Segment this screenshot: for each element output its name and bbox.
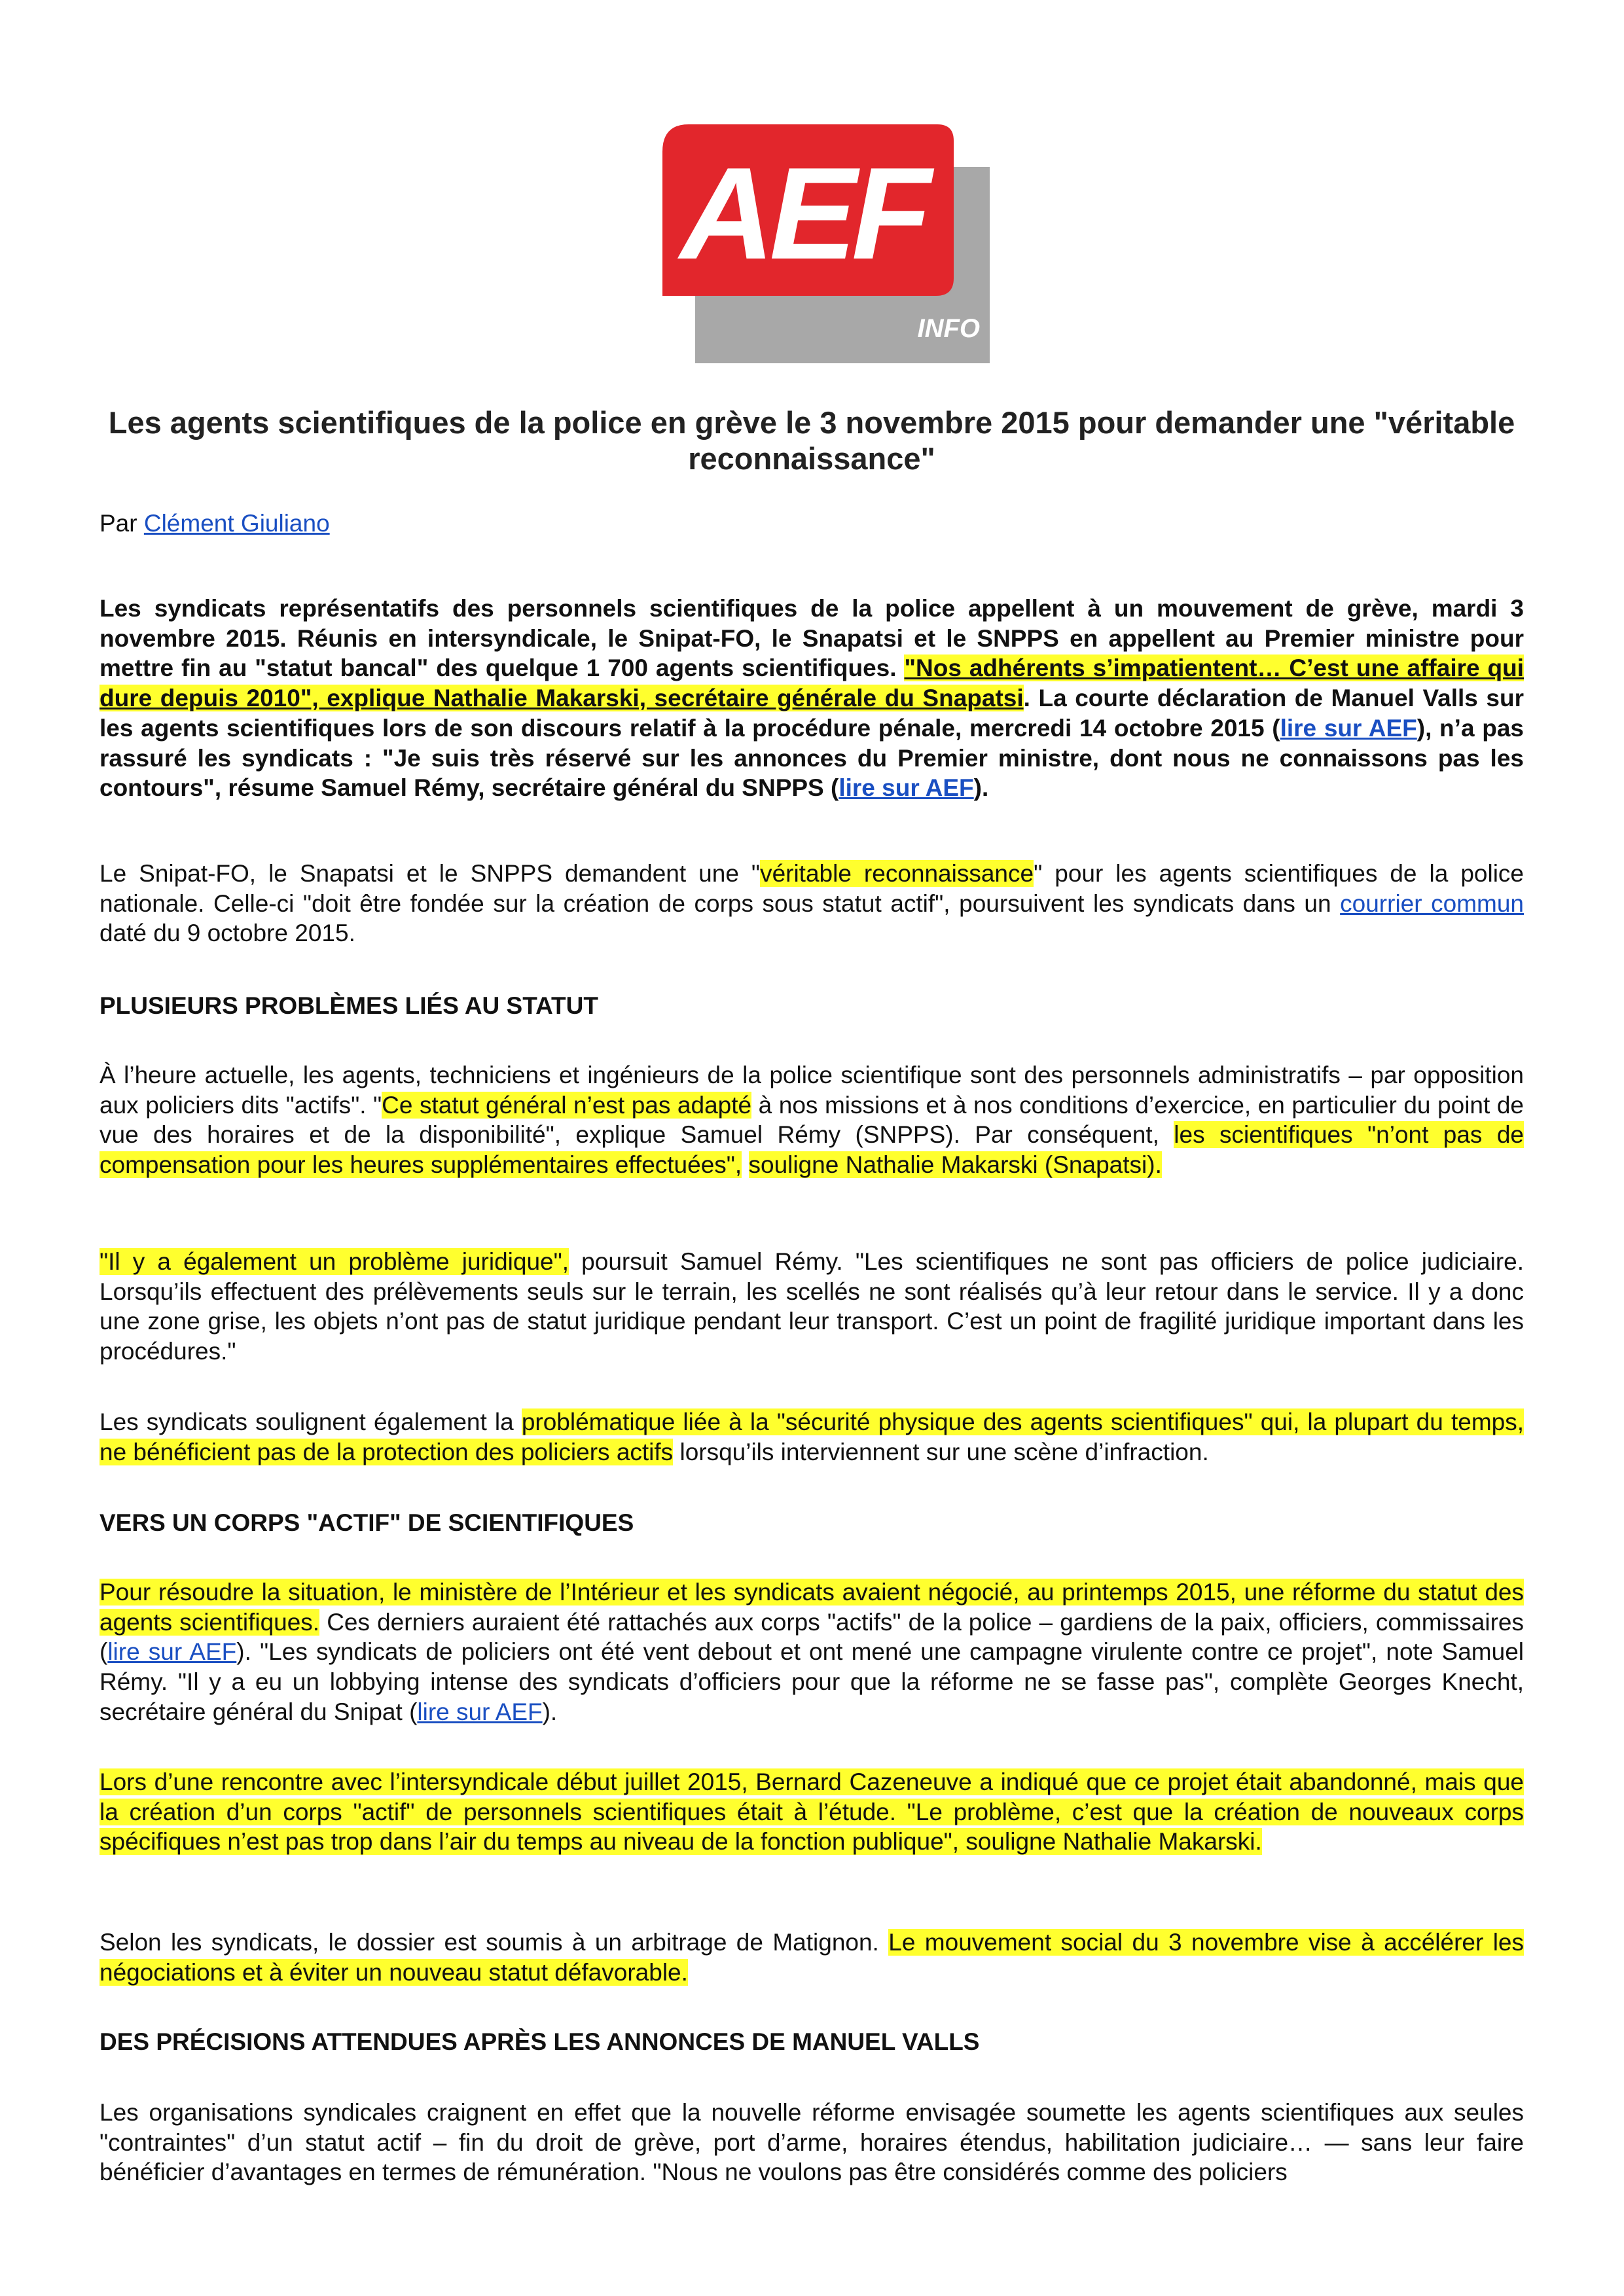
logo-wordmark: AEF [680,141,926,287]
author-link[interactable]: Clément Giuliano [143,510,330,537]
paragraph-3: "Il y a également un problème juridique", poursuit Samuel Rémy. "Les scientifiques ne sont pas officiers de police judiciaire. Lorsqu’ils effectuent des prélèvements seuls sur le terrain, les scellés ne sont réalisés qu’à leur retour dans le service. Il y a donc une zone grise, les objets n’ont pas de statut juridique pendant leur transport. C’est un point de fragilité juridique important dans les procédures." [99,1248,1525,1365]
lire-sur-aef-link-3[interactable]: lire sur AEF [107,1638,237,1666]
paragraph-1: Le Snipat-FO, le Snapatsi et le SNPPS demandent une "véritable reconnaissance" pour les agents scientifiques de la police nationale. Celle-ci "doit être fondée sur la création de corps sous statut actif", poursuivent les syndicats dans un courrier commun daté du 9 octobre 2015. [99,860,1524,947]
section-heading-1: PLUSIEURS PROBLÈMES LIÉS AU STATUT [99,992,598,1019]
paragraph-4: Les syndicats soulignent également la problématique liée à la "sécurité physique des agents scientifiques" qui, la plupart du temps, ne bénéficient pas de la protection des policiers actifs lorsqu’ils interviennent sur une scène d’infraction. [99,1408,1525,1465]
lire-sur-aef-link-2[interactable]: lire sur AEF [839,774,974,802]
lire-sur-aef-link[interactable]: lire sur AEF [1280,714,1417,742]
section-heading-2: VERS UN CORPS "ACTIF" DE SCIENTIFIQUES [99,1509,634,1536]
byline-prefix: Par [99,510,144,537]
lire-sur-aef-link-4[interactable]: lire sur AEF [417,1698,543,1725]
logo-info-label: INFO [917,314,980,343]
paragraph-7: Selon les syndicats, le dossier est soumis à un arbitrage de Matignon. Le mouvement social du 3 novembre vise à accélérer les négociations et à éviter un nouveau statut défavorable. [99,1929,1524,1986]
section-heading-3: DES PRÉCISIONS ATTENDUES APRÈS LES ANNONCES DE MANUEL VALLS [99,2028,980,2055]
aef-info-logo [662,124,990,363]
courrier-commun-link[interactable]: courrier commun [1340,889,1524,917]
article-title: Les agents scientifiques de la police en grève le 3 novembre 2015 pour demander une "véritable reconnaissance" [108,405,1515,476]
paragraph-6: Lors d’une rencontre avec l’intersyndicale début juillet 2015, Bernard Cazeneuve a indiqué que ce projet était abandonné, mais que la création d’un corps "actif" de personnels scientifiques était à l’étude. "Le problème, c’est que la création de nouveaux corps spécifiques n’est pas trop dans l’air du temps au niveau de la fonction publique", souligne Nathalie Makarski. [99,1768,1524,1856]
highlighted-quote: "Nos adhérents s’impatientent… C’est une affaire qui dure depuis 2010", explique Nathalie Makarski, secrétaire générale du Snapatsi [99,655,1524,712]
paragraph-8: Les organisations syndicales craignent en effet que la nouvelle réforme envisagée soumette les agents scientifiques aux seules "contraintes" d’un statut actif – fin du droit de grève, port d’arme, horaires étendus, habilitation judiciaire… — sans leur faire bénéficier d’avantages en termes de rémunération. "Nous ne voulons pas être considérés comme des policiers [99,2099,1524,2186]
byline [99,509,330,538]
paragraph-2: À l’heure actuelle, les agents, techniciens et ingénieurs de la police scientifique sont des personnels administratifs – par opposition aux policiers dits "actifs". "Ce statut général n’est pas adapté à nos missions et à nos conditions d’exercice, en particulier du point de vue des horaires et de la disponibilité", explique Samuel Rémy (SNPPS). Par conséquent, les scientifiques "n’ont pas de compensation pour les heures supplémentaires effectuées", souligne Nathalie Makarski (Snapatsi). [99,1062,1524,1179]
paragraph-5: Pour résoudre la situation, le ministère de l’Intérieur et les syndicats avaient négocié, au printemps 2015, une réforme du statut des agents scientifiques. Ces derniers auraient été rattachés aux corps "actifs" de la police – gardiens de la paix, officiers, commissaires (lire sur AEF). "Les syndicats de policiers ont été vent debout et ont mené une campagne virulente contre ce projet", note Samuel Rémy. "Il y a eu un lobbying intense des syndicats d’officiers pour que la réforme ne se fasse pas", complète Georges Knecht, secrétaire général du Snipat (lire sur AEF). [99,1579,1524,1725]
lead-paragraph: Les syndicats représentatifs des personnels scientifiques de la police appellent à un mouvement de grève, mardi 3 novembre 2015. Réunis en intersyndicale, le Snipat-FO, le Snapatsi et le SNPPS en appellent au Premier ministre pour mettre fin au "statut bancal" des quelque 1 700 agents scientifiques. "Nos adhérents s’impatientent… C’est une affaire qui dure depuis 2010", explique Nathalie Makarski, secrétaire générale du Snapatsi. La courte déclaration de Manuel Valls sur les agents scientifiques lors de son discours relatif à la procédure pénale, mercredi 14 octobre 2015 (lire sur AEF), n’a pas rassuré les syndicats : "Je suis très réservé sur les annonces du Premier ministre, dont nous ne connaissons pas les contours", résume Samuel Rémy, secrétaire général du SNPPS (lire sur AEF). [99,595,1524,802]
